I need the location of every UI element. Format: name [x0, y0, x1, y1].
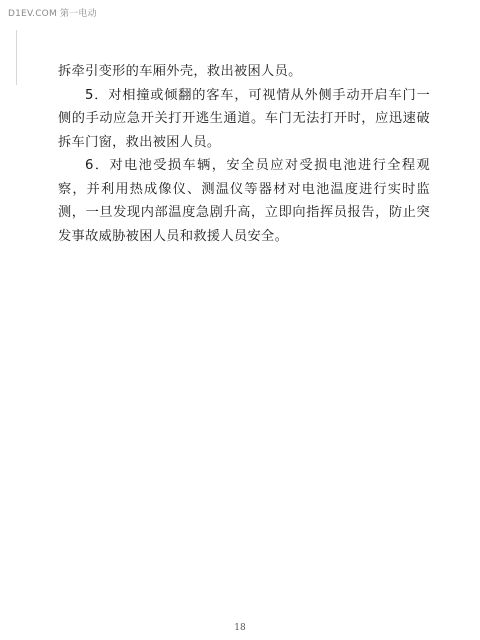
margin-line	[16, 30, 17, 85]
site-watermark: D1EV.COM 第一电动	[8, 9, 97, 19]
paragraph-continuation: 拆牵引变形的车厢外壳，救出被困人员。	[58, 64, 302, 79]
document-body	[58, 60, 430, 248]
paragraph-item-6: 6．对电池受损车辆，安全员应对受损电池进行全程观察，并利用热成像仪、测温仪等器材对电池温度进行实时监测，一旦发现内部温度急剧升高，立即向指挥员报告，防止突发事故威胁被困人员和救援人员安全。	[58, 158, 430, 244]
paragraph-item-5: 5．对相撞或倾翻的客车，可视情从外侧手动开启车门一侧的手动应急开关打开逃生通道。车门无法打开时，应迅速破拆车门窗，救出被困人员。	[58, 87, 430, 150]
page-number: 18	[234, 623, 246, 633]
